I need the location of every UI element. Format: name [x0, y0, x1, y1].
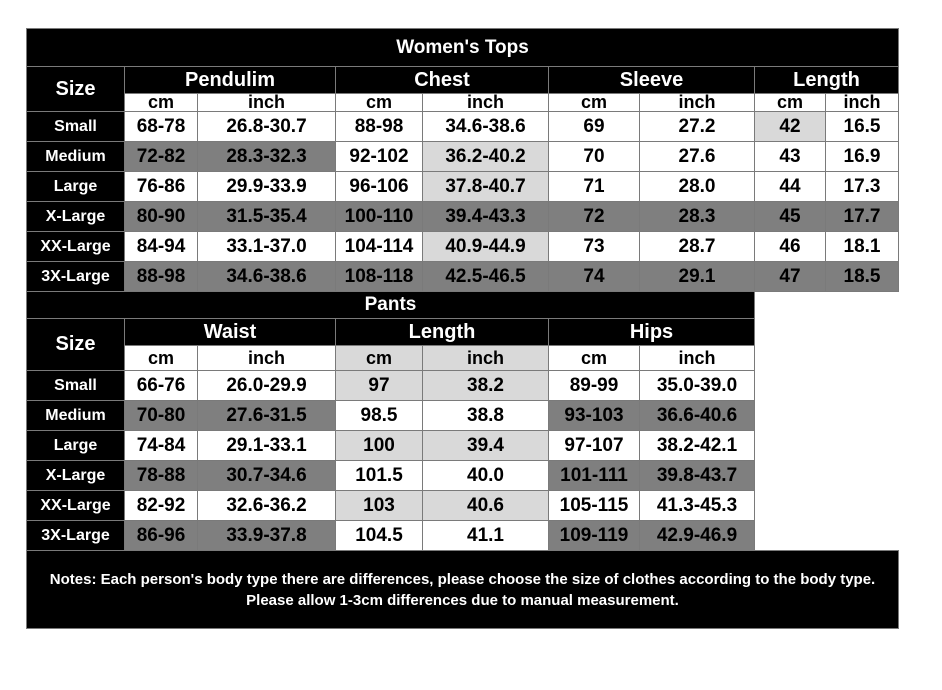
table-cell: 68-78 — [125, 112, 198, 142]
unit-label: inch — [640, 94, 755, 112]
table-cell: 41.1 — [423, 521, 549, 551]
size-label: XX-Large — [27, 491, 125, 521]
table-cell: 16.5 — [826, 112, 899, 142]
unit-label: cm — [549, 94, 640, 112]
tops-group-chest: Chest — [336, 67, 549, 94]
unit-label: inch — [423, 346, 549, 371]
unit-label: cm — [125, 94, 198, 112]
table-cell: 38.8 — [423, 401, 549, 431]
table-cell: 80-90 — [125, 202, 198, 232]
tops-size-header: Size — [27, 67, 125, 112]
table-cell: 27.6 — [640, 142, 755, 172]
unit-label: cm — [336, 94, 423, 112]
table-cell: 40.6 — [423, 491, 549, 521]
table-cell: 34.6-38.6 — [423, 112, 549, 142]
table-cell: 42.5-46.5 — [423, 262, 549, 292]
notes-line-2: Please allow 1-3cm differences due to manual measurement. — [246, 591, 679, 609]
size-label: 3X-Large — [27, 521, 125, 551]
table-cell: 33.1-37.0 — [198, 232, 336, 262]
table-cell: 84-94 — [125, 232, 198, 262]
table-cell: 42 — [755, 112, 826, 142]
size-label: X-Large — [27, 202, 125, 232]
table-cell: 36.6-40.6 — [640, 401, 755, 431]
size-label: Small — [27, 371, 125, 401]
table-cell: 39.8-43.7 — [640, 461, 755, 491]
table-cell: 96-106 — [336, 172, 423, 202]
table-cell: 72 — [549, 202, 640, 232]
table-cell: 92-102 — [336, 142, 423, 172]
unit-label: cm — [549, 346, 640, 371]
unit-label: inch — [198, 94, 336, 112]
table-cell: 35.0-39.0 — [640, 371, 755, 401]
size-table — [26, 28, 899, 629]
spacer — [755, 292, 899, 319]
table-cell: 93-103 — [549, 401, 640, 431]
table-cell: 17.7 — [826, 202, 899, 232]
table-cell: 97-107 — [549, 431, 640, 461]
table-cell: 70 — [549, 142, 640, 172]
table-cell: 27.6-31.5 — [198, 401, 336, 431]
table-cell: 38.2-42.1 — [640, 431, 755, 461]
table-cell: 89-99 — [549, 371, 640, 401]
table-cell: 26.0-29.9 — [198, 371, 336, 401]
table-cell: 103 — [336, 491, 423, 521]
size-label: Small — [27, 112, 125, 142]
table-cell: 109-119 — [549, 521, 640, 551]
tops-row-large — [27, 172, 899, 202]
table-cell: 70-80 — [125, 401, 198, 431]
table-cell: 27.2 — [640, 112, 755, 142]
notes — [27, 551, 899, 629]
table-cell: 98.5 — [336, 401, 423, 431]
tops-unit-row — [27, 94, 899, 112]
tops-row-3x-large — [27, 262, 899, 292]
table-cell: 28.3-32.3 — [198, 142, 336, 172]
table-cell: 36.2-40.2 — [423, 142, 549, 172]
table-cell: 88-98 — [125, 262, 198, 292]
table-cell: 72-82 — [125, 142, 198, 172]
table-cell: 71 — [549, 172, 640, 202]
table-cell: 34.6-38.6 — [198, 262, 336, 292]
table-cell: 31.5-35.4 — [198, 202, 336, 232]
size-label: XX-Large — [27, 232, 125, 262]
table-cell: 88-98 — [336, 112, 423, 142]
table-cell: 43 — [755, 142, 826, 172]
table-cell: 42.9-46.9 — [640, 521, 755, 551]
size-label: Medium — [27, 401, 125, 431]
table-cell: 105-115 — [549, 491, 640, 521]
table-cell: 16.9 — [826, 142, 899, 172]
table-cell: 38.2 — [423, 371, 549, 401]
table-cell: 17.3 — [826, 172, 899, 202]
table-cell: 41.3-45.3 — [640, 491, 755, 521]
table-cell: 46 — [755, 232, 826, 262]
table-cell: 100-110 — [336, 202, 423, 232]
unit-label: inch — [826, 94, 899, 112]
table-cell: 74 — [549, 262, 640, 292]
table-cell: 69 — [549, 112, 640, 142]
table-cell: 100 — [336, 431, 423, 461]
table-cell: 47 — [755, 262, 826, 292]
table-cell: 101.5 — [336, 461, 423, 491]
table-cell: 28.3 — [640, 202, 755, 232]
tops-group-sleeve: Sleeve — [549, 67, 755, 94]
table-cell: 44 — [755, 172, 826, 202]
pants-group-waist: Waist — [125, 319, 336, 346]
table-cell: 29.1-33.1 — [198, 431, 336, 461]
tops-group-length: Length — [755, 67, 899, 94]
table-cell: 40.9-44.9 — [423, 232, 549, 262]
unit-label: inch — [423, 94, 549, 112]
table-cell: 45 — [755, 202, 826, 232]
table-cell: 28.0 — [640, 172, 755, 202]
spacer — [755, 319, 899, 551]
unit-label: cm — [755, 94, 826, 112]
table-cell: 37.8-40.7 — [423, 172, 549, 202]
table-cell: 26.8-30.7 — [198, 112, 336, 142]
unit-label: inch — [198, 346, 336, 371]
tops-group-pendulim: Pendulim — [125, 67, 336, 94]
table-cell: 28.7 — [640, 232, 755, 262]
table-cell: 74-84 — [125, 431, 198, 461]
size-label: Medium — [27, 142, 125, 172]
size-chart — [26, 28, 898, 629]
table-cell: 32.6-36.2 — [198, 491, 336, 521]
tops-row-small — [27, 112, 899, 142]
table-cell: 18.1 — [826, 232, 899, 262]
table-cell: 97 — [336, 371, 423, 401]
size-label: X-Large — [27, 461, 125, 491]
table-cell: 40.0 — [423, 461, 549, 491]
table-cell: 101-111 — [549, 461, 640, 491]
pants-group-length: Length — [336, 319, 549, 346]
table-cell: 18.5 — [826, 262, 899, 292]
table-cell: 66-76 — [125, 371, 198, 401]
pants-group-hips: Hips — [549, 319, 755, 346]
table-cell: 76-86 — [125, 172, 198, 202]
table-cell: 29.1 — [640, 262, 755, 292]
tops-row-x-large — [27, 202, 899, 232]
table-cell: 30.7-34.6 — [198, 461, 336, 491]
tops-title: Women's Tops — [27, 29, 899, 67]
tops-row-medium — [27, 142, 899, 172]
table-cell: 39.4 — [423, 431, 549, 461]
size-label: Large — [27, 431, 125, 461]
table-cell: 33.9-37.8 — [198, 521, 336, 551]
pants-title: Pants — [27, 292, 755, 319]
tops-row-xx-large — [27, 232, 899, 262]
table-cell: 104-114 — [336, 232, 423, 262]
unit-label: cm — [336, 346, 423, 371]
table-cell: 82-92 — [125, 491, 198, 521]
unit-label: cm — [125, 346, 198, 371]
table-cell: 73 — [549, 232, 640, 262]
table-cell: 29.9-33.9 — [198, 172, 336, 202]
notes-line-1: Notes: Each person's body type there are differences, please choose the size of clothes according to the body type. — [49, 570, 876, 588]
table-cell: 86-96 — [125, 521, 198, 551]
size-label: Large — [27, 172, 125, 202]
pants-size-header: Size — [27, 319, 125, 371]
unit-label: inch — [640, 346, 755, 371]
table-cell: 39.4-43.3 — [423, 202, 549, 232]
table-cell: 78-88 — [125, 461, 198, 491]
table-cell: 108-118 — [336, 262, 423, 292]
table-cell: 104.5 — [336, 521, 423, 551]
size-label: 3X-Large — [27, 262, 125, 292]
